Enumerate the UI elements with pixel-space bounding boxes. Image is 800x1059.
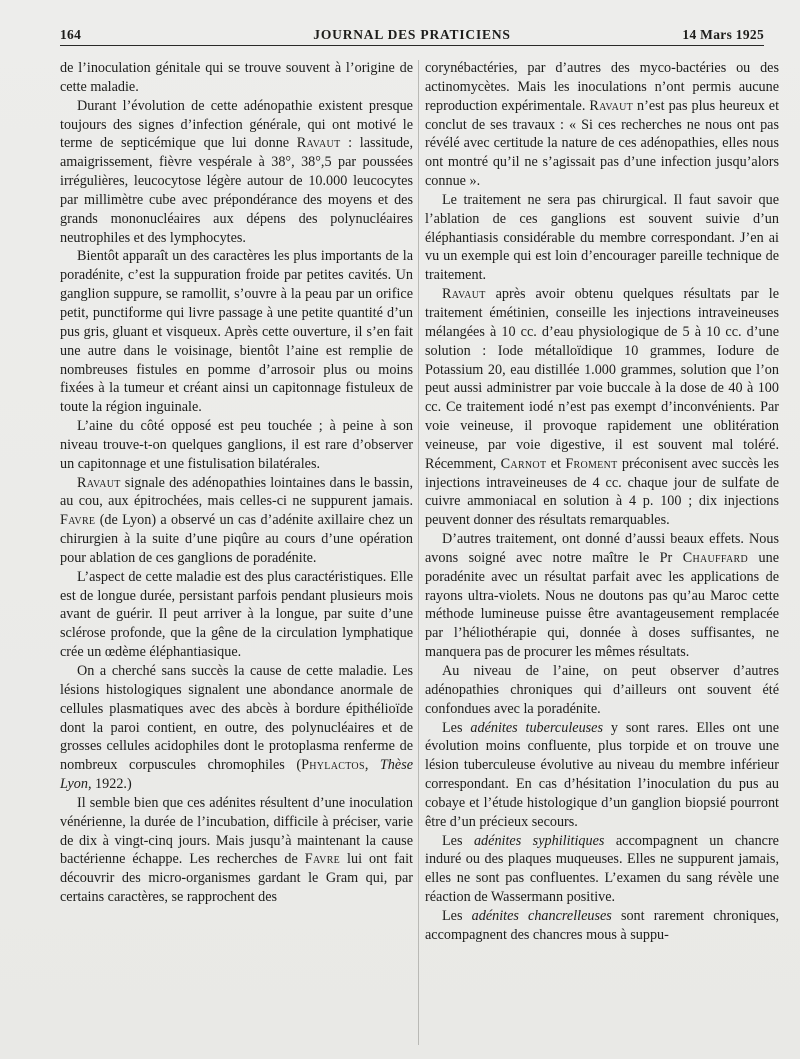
paragraph: D’autres traitement, ont donné d’aussi beaux effets. Nous avons soigné avec notre maître le Pr Chauffard une poradénite avec un résultat parfait avec les applications de rayons ultra-violets. Nous ne doutons pas qu’au Maroc cette méthode lumineuse puisse être avantageusement remplacée par l’héliothérapie qui, donnée à doses suffisantes, ne manquera pas de procurer les mêmes résultats. [425,531,780,661]
paragraph: de l’inoculation génitale qui se trouve souvent à l’origine de cette maladie. [60,60,413,95]
italic-term: adénites syphilitiques [473,832,605,849]
paragraph: corynébactéries, par d’autres des myco-bactéries ou des actinomycètes. Mais les inoculations n’ont permis aucune reproduction expérimentale. Ravaut n’est pas plus heureux et conclut de ses travaux : « Si ces recherches ne nous ont pas révélé avec certitude la nature de ces adénopathies, elles nous ont montré qu’il ne s’agissait pas d’une infection jusqu’alors connue ». [425,60,780,190]
paragraph: On a cherché sans succès la cause de cette maladie. Les lésions histologiques signalent une abondance anormale de cellules plasmatiques avec des abcès à bordure épithélioïde dont la paroi contient, en outre, des polynucléaires et de grosses cellules acidophiles dont le protoplasma renferme de nombreux corpuscules chromophiles (Phylactos, Thèse Lyon, 1922.) [60,663,414,793]
paragraph: Durant l’évolution de cette adénopathie existent presque toujours des signes d’infection générale, qui ont motivé le terme de septicémique que lui donne Ravaut : lassitude, amaigrissement, fièvre vespérale à 38°, 38°,5 par poussées irrégulières, leucocytose légère autour de 10.000 leucocytes par millimètre cube avec prépondérance des moyens et des grands mononucléaires aux dépens des polynucléaires neutrophiles et des lymphocytes. [60,97,413,246]
paragraph: Il semble bien que ces adénites résultent d’une inoculation vénérienne, la durée de l’incubation, difficile à préciser, varie de dix à vingt-cinq jours. Mais jusqu’à maintenant la cause bactérienne échappe. Les recherches de Favre lui ont fait découvrir des micro-organismes gardant le Gram qui, par certains caractères, se rapprochent des [60,794,413,906]
author-name: Ravaut [77,474,121,491]
italic-term: adénites tuberculeuses [470,719,603,736]
author-name: Chauffard [682,549,749,566]
left-column [60,59,413,907]
paragraph: Au niveau de l’aine, on peut observer d’autres adénopathies chroniques qui d’ailleurs ont souvent été confondues avec la poradénite. [425,663,779,717]
paragraph: L’aspect de cette maladie est des plus caractéristiques. Elle est de longue durée, persistant parfois pendant plusieurs mois avant de guérir. Il peut arriver à la longue, par suite d’une sclérose profonde, que la gêne de la circulation lymphatique crée un œdème éléphantiasique. [60,568,413,661]
author-name: Favre [304,851,341,868]
paragraph: Les adénites chancrelleuses sont rarement chroniques, accompagnent des chancres mous à suppu- [425,907,780,943]
paragraph: Les adénites tuberculeuses y sont rares. Elles ont une évolution moins confluente, plus torpide et on trouve une lésion tuberculeuse évolutive au niveau du membre inférieur correspondant. En cas d’hésitation l’inoculation du pus au cobaye et l’étude histologique d’un ganglion biopsié pourront être d’un précieux secours. [425,719,780,830]
author-name: Phylactos [301,757,365,774]
issue-date: 14 Mars 1925 [682,27,764,42]
header-rule [60,45,764,46]
author-name: Ravaut [589,97,634,114]
paragraph: Le traitement ne sera pas chirurgical. Il faut savoir que l’ablation de ces ganglions est souvent suivie d’un éléphantiasis considérable du membre correspondant. J’en ai vu un exemple qui est loin d’encourager pareille technique de traitement. [425,191,779,284]
author-name: Favre [60,512,96,529]
paragraph: Ravaut après avoir obtenu quelques résultats par le traitement émétinien, conseille les injections intraveineuses mélangées à 10 cc. d’eau physiologique de 5 à 10 cc. d’une solution : Iode métalloïdique 10 grammes, Iodure de Potassium 20, eau distillée 1.000 grammes, solution que l’on peut aussi administrer par voie buccale à la dose de 40 à 100 cc. Ce traitement iodé n’est pas exempt d’inconvénients. Par voie veineuse, il provoque rapidement une oblitération veineuse, par voie digestive, il est souvent mal toléré. Récemment, Carnot et Froment préconisent avec succès les injections intraveineuses de 4 cc. chaque jour de sulfate de cuivre ammoniacal en solution à 4 p. 100 ; dix injections peuvent donner des résultats remarquables. [425,286,780,529]
citation-title: Thèse Lyon [60,757,414,793]
author-name: Ravaut [296,135,341,152]
paragraph: Bientôt apparaît un des caractères les plus importants de la poradénite, c’est la suppuration froide par petites cavités. Un ganglion suppure, se ramollit, s’ouvre à la peau par un orifice petit, punctiforme qui livre passage à une petite quantité d’un pus gris, gluant et visqueux. Après cette ouverture, il s’en fait une autre dans le voisinage, bientôt l’aine est remplie de nombreuses fistules en pomme d’arrosoir plus ou moins fixées à la tumeur et créant ainsi un capitonnage fistuleux de toute la région inguinale. [60,248,413,416]
column-separator [418,60,419,1045]
right-column [425,59,779,945]
page-number: 164 [60,27,82,42]
paragraph: L’aine du côté opposé est peu touchée ; à peine à son niveau trouve-t-on quelques ganglions, il est rare d’observer un capitonnage et une fistulisation bilatérales. [60,418,413,472]
paragraph: Ravaut signale des adénopathies lointaines dans le bassin, au cou, aux épitrochées, mais celles-ci ne suppurent jamais. Favre (de Lyon) a observé un cas d’adénite axillaire chez un chirurgien à la suite d’une piqûre au cours d’une opération pour ablation de ces ganglions de poradénite. [60,474,414,566]
page-header [60,27,764,47]
paragraph: Les adénites syphilitiques accompagnent un chancre induré ou des plaques muqueuses. Elles ne suppurent jamais, elles ne sont pas confluentes. L’examen du sang révèle une réaction de Wassermann positive. [425,832,779,906]
author-name: Carnot [500,455,547,472]
italic-term: adénites chancrelleuses [471,907,612,924]
journal-title: JOURNAL DES PRATICIENS [313,27,511,42]
author-name: Ravaut [442,286,486,303]
author-name: Froment [565,455,618,472]
